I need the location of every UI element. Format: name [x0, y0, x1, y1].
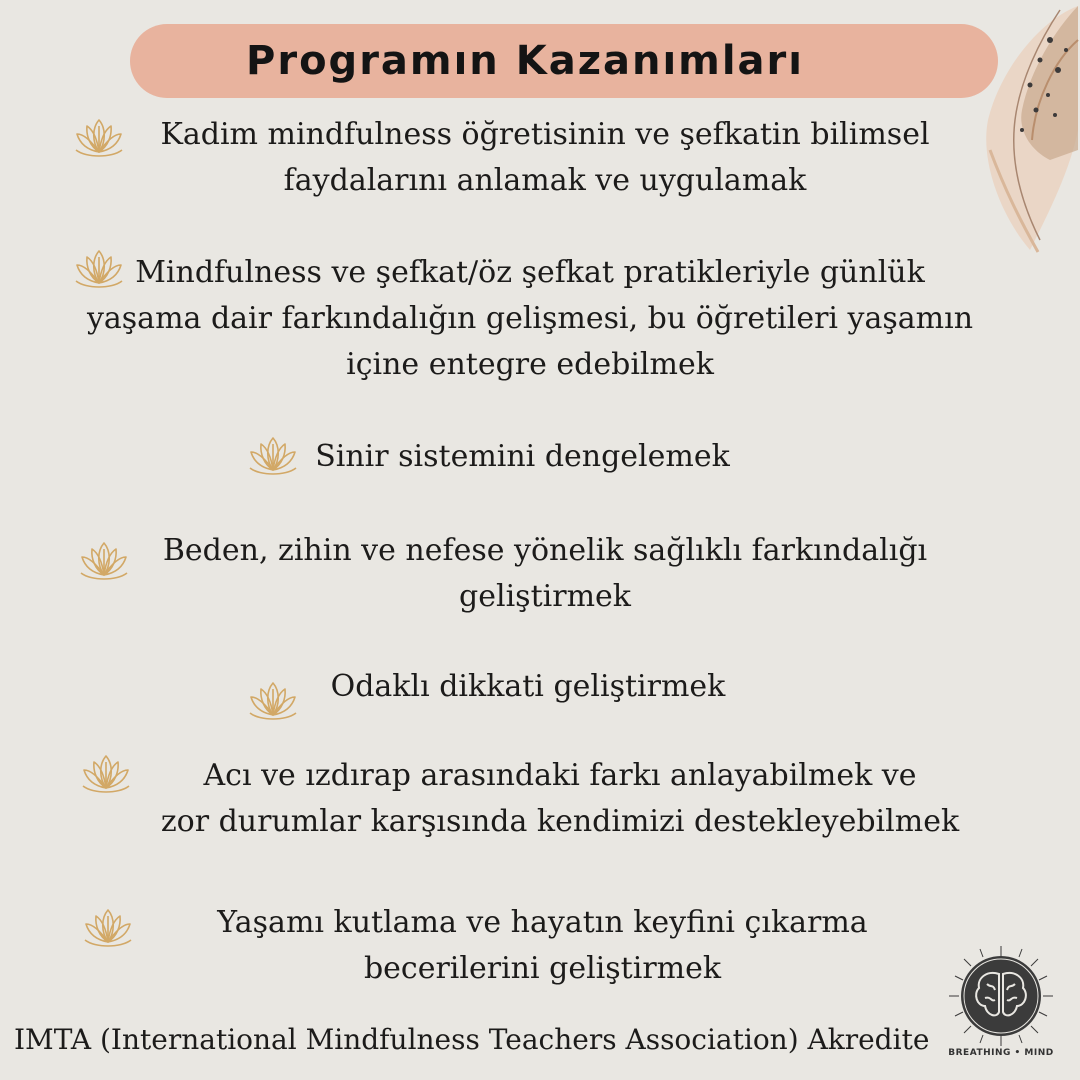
list-item: Beden, zihin ve nefese yönelik sağlıklı farkındalığı geliştirmek — [162, 533, 928, 614]
list-item: Sinir sistemini dengelemek — [315, 439, 730, 474]
lotus-icon — [77, 539, 131, 583]
list-item: Odaklı dikkati geliştirmek — [330, 669, 726, 704]
list-item: Acı ve ızdırap arasındaki farkı anlayabilmek ve zor durumlar karşısında kendimizi destekleyebilmek — [160, 758, 960, 839]
lotus-icon — [81, 906, 135, 950]
list-item: Yaşamı kutlama ve hayatın keyfini çıkarma becerilerini geliştirmek — [217, 905, 868, 986]
accreditation-footer: IMTA (International Mindfulness Teachers Association) Akredite — [14, 1023, 930, 1056]
lotus-icon — [246, 679, 300, 723]
page-title: Programın Kazanımları — [246, 38, 804, 84]
lotus-icon — [72, 116, 126, 160]
lotus-icon — [246, 434, 300, 478]
logo-label: BREATHING • MIND — [948, 1048, 1054, 1058]
list-item: Kadim mindfulness öğretisinin ve şefkatin bilimsel faydalarını anlamak ve uygulamak — [160, 117, 930, 198]
list-item: Mindfulness ve şefkat/öz şefkat pratikleriyle günlük yaşama dair farkındalığın gelişmesi, bu öğretileri yaşamın içine entegre edebilmek — [86, 255, 974, 382]
